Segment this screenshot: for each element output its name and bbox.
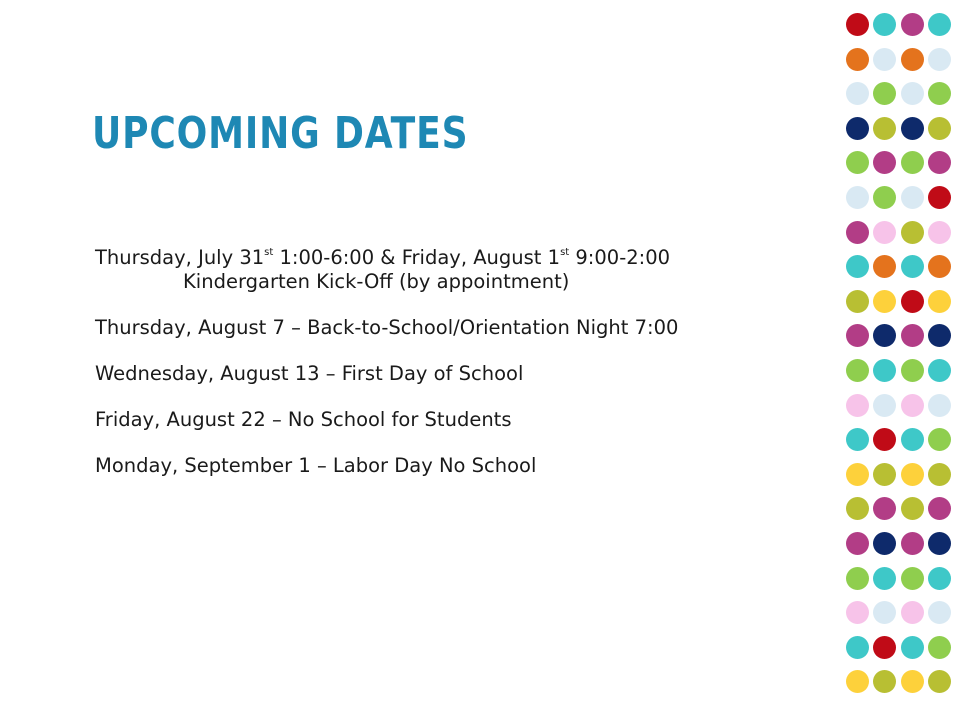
- decorative-dot: [873, 13, 896, 36]
- decorative-dot: [901, 463, 924, 486]
- ordinal-suffix: st: [560, 247, 570, 258]
- decorative-dot: [901, 117, 924, 140]
- decorative-dot: [928, 255, 951, 278]
- decorative-dot: [873, 255, 896, 278]
- decorative-dot: [873, 151, 896, 174]
- event-kindergarten-kickoff: [95, 246, 815, 294]
- decorative-dot: [928, 428, 951, 451]
- decorative-dot: [901, 13, 924, 36]
- decorative-dot: [846, 636, 869, 659]
- decorative-dot: [901, 636, 924, 659]
- decorative-dot: [901, 359, 924, 382]
- decorative-dot: [928, 117, 951, 140]
- decorative-dot: [873, 463, 896, 486]
- decorative-dot: [928, 601, 951, 624]
- decorative-dot: [928, 636, 951, 659]
- decorative-dot: [846, 255, 869, 278]
- decorative-dot: [846, 359, 869, 382]
- decorative-dot: [928, 463, 951, 486]
- event-description: Kindergarten Kick-Off (by appointment): [183, 270, 570, 293]
- decorative-dot: [901, 428, 924, 451]
- decorative-dot: [846, 670, 869, 693]
- decorative-dot: [901, 532, 924, 555]
- decorative-dot: [873, 428, 896, 451]
- event-text: 1:00-6:00 & Friday, August 1: [273, 246, 561, 269]
- decorative-dot: [873, 567, 896, 590]
- decorative-dot: [901, 567, 924, 590]
- decorative-dot: [873, 670, 896, 693]
- decorative-dot: [873, 601, 896, 624]
- decorative-dot: [928, 567, 951, 590]
- decorative-dot: [901, 394, 924, 417]
- decorative-dot: [846, 428, 869, 451]
- decorative-dot: [928, 497, 951, 520]
- decorative-dot: [846, 82, 869, 105]
- decorative-dot: [873, 359, 896, 382]
- decorative-dot: [928, 670, 951, 693]
- decorative-dot-grid: [846, 13, 958, 703]
- event-text: Thursday, July 31: [95, 246, 265, 269]
- decorative-dot: [846, 324, 869, 347]
- decorative-dot: [846, 290, 869, 313]
- decorative-dot: [928, 186, 951, 209]
- slide-title: UPCOMING DATES: [92, 108, 469, 159]
- decorative-dot: [901, 82, 924, 105]
- dates-list: [95, 246, 815, 500]
- decorative-dot: [873, 186, 896, 209]
- decorative-dot: [928, 324, 951, 347]
- ordinal-suffix: st: [264, 247, 274, 258]
- decorative-dot: [928, 359, 951, 382]
- decorative-dot: [928, 394, 951, 417]
- decorative-dot: [901, 670, 924, 693]
- decorative-dot: [873, 82, 896, 105]
- decorative-dot: [846, 48, 869, 71]
- event-first-day-of-school: Wednesday, August 13 – First Day of School: [95, 362, 524, 385]
- decorative-dot: [901, 221, 924, 244]
- decorative-dot: [846, 601, 869, 624]
- decorative-dot: [928, 221, 951, 244]
- decorative-dot: [873, 290, 896, 313]
- decorative-dot: [873, 221, 896, 244]
- event-text: 9:00-2:00: [569, 246, 671, 269]
- decorative-dot: [873, 324, 896, 347]
- decorative-dot: [873, 532, 896, 555]
- decorative-dot: [873, 48, 896, 71]
- decorative-dot: [873, 117, 896, 140]
- decorative-dot: [846, 13, 869, 36]
- decorative-dot: [901, 186, 924, 209]
- decorative-dot: [928, 151, 951, 174]
- decorative-dot: [901, 497, 924, 520]
- decorative-dot: [846, 221, 869, 244]
- decorative-dot: [901, 48, 924, 71]
- decorative-dot: [846, 567, 869, 590]
- event-no-school-students: Friday, August 22 – No School for Students: [95, 408, 512, 431]
- decorative-dot: [846, 532, 869, 555]
- decorative-dot: [846, 497, 869, 520]
- decorative-dot: [928, 82, 951, 105]
- decorative-dot: [901, 324, 924, 347]
- decorative-dot: [846, 186, 869, 209]
- decorative-dot: [901, 601, 924, 624]
- event-labor-day: Monday, September 1 – Labor Day No School: [95, 454, 537, 477]
- decorative-dot: [901, 151, 924, 174]
- decorative-dot: [873, 394, 896, 417]
- decorative-dot: [901, 290, 924, 313]
- decorative-dot: [928, 290, 951, 313]
- decorative-dot: [901, 255, 924, 278]
- decorative-dot: [846, 463, 869, 486]
- decorative-dot: [928, 532, 951, 555]
- decorative-dot: [928, 13, 951, 36]
- decorative-dot: [846, 394, 869, 417]
- event-back-to-school-night: Thursday, August 7 – Back-to-School/Orientation Night 7:00: [95, 316, 679, 339]
- decorative-dot: [928, 48, 951, 71]
- decorative-dot: [873, 636, 896, 659]
- decorative-dot: [846, 151, 869, 174]
- decorative-dot: [873, 497, 896, 520]
- decorative-dot: [846, 117, 869, 140]
